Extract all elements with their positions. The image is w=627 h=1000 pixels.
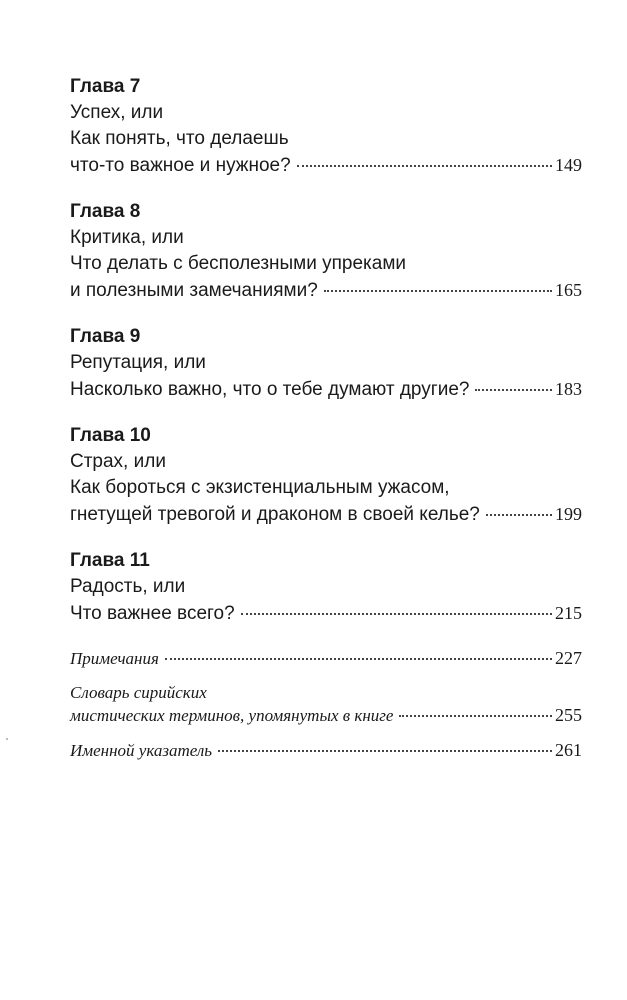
dot-leader [241,613,552,615]
chapter-title-line: Что важнее всего? [70,603,235,624]
chapter-title-line: Как понять, что делаешь [70,128,289,149]
chapter-title-line: Как бороться с экзистенциальным ужасом, [70,477,450,498]
page-number: 199 [555,504,582,524]
margin-speck [6,738,8,740]
chapter-heading: Глава 8 [70,201,141,222]
chapter-title-line: гнетущей тревогой и драконом в своей келье? [70,504,480,525]
toc-entry-notes [70,647,582,670]
dot-leader [399,715,552,717]
toc-chapter-10 [70,423,582,528]
chapter-heading: Глава 7 [70,76,141,97]
toc-back-matter [70,647,582,762]
page-number: 149 [555,155,582,175]
chapter-heading: Глава 9 [70,326,141,347]
toc-entry-row [70,277,582,304]
table-of-contents [70,74,582,774]
dot-leader [218,750,552,752]
chapter-title-line: Репутация, или [70,352,206,373]
toc-entry-row [70,704,582,727]
chapter-title-line: Страх, или [70,451,166,472]
page-number: 183 [555,379,582,399]
toc-chapter-8 [70,199,582,304]
page-number: 255 [555,705,582,725]
toc-entry-row [70,152,582,179]
toc-entry-glossary [70,682,582,727]
chapter-title-line: что-то важное и нужное? [70,155,291,176]
toc-entry-row [70,600,582,627]
dot-leader [324,290,552,292]
dot-leader [165,658,552,660]
page-number: 227 [555,648,582,668]
dot-leader [475,389,552,391]
toc-chapter-7 [70,74,582,179]
page-number: 261 [555,740,582,760]
toc-entry-row [70,376,582,403]
chapter-title-line: и полезными замечаниями? [70,280,318,301]
chapter-heading: Глава 11 [70,550,150,571]
chapter-title-line: Насколько важно, что о тебе думают другие? [70,379,470,400]
toc-chapter-9 [70,324,582,403]
toc-chapter-11 [70,548,582,627]
page-number: 215 [555,603,582,623]
toc-entry-row [70,501,582,528]
back-matter-title: Примечания [70,649,159,668]
dot-leader [297,165,552,167]
back-matter-title: Именной указатель [70,741,213,760]
chapter-title-line: Критика, или [70,227,184,248]
back-matter-title: мистических терминов, упомянутых в книге [70,706,394,725]
page-number: 165 [555,280,582,300]
toc-entry-name-index [70,739,582,762]
chapter-title-line: Радость, или [70,576,186,597]
chapter-title-line: Успех, или [70,102,164,123]
chapter-heading: Глава 10 [70,425,151,446]
dot-leader [486,514,552,516]
chapter-title-line: Что делать с бесполезными упреками [70,253,407,274]
back-matter-title: Словарь сирийских [70,683,207,702]
